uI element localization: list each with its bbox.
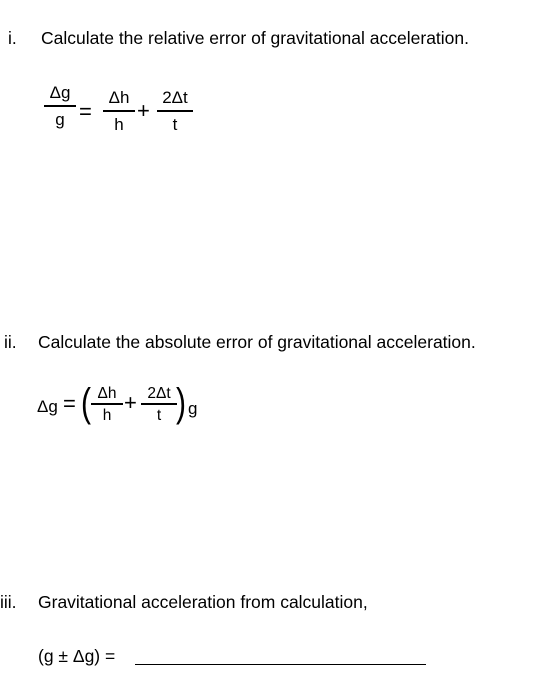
fraction-2dt-over-t <box>157 88 193 135</box>
question-2-marker: ii. <box>4 332 17 352</box>
fraction-numerator: Δg <box>49 83 71 102</box>
fraction-denominator: t <box>156 406 162 424</box>
plus-sign: + <box>124 390 137 415</box>
fraction-denominator: g <box>55 109 65 129</box>
question-2-text: Calculate the absolute error of gravitational acceleration. <box>38 332 476 352</box>
fraction-dh-over-h <box>103 88 135 135</box>
answer-label: (g ± Δg) = <box>38 646 116 666</box>
fraction-numerator: Δh <box>108 88 130 107</box>
fraction-numerator: 2Δt <box>162 88 188 107</box>
question-1-text: Calculate the relative error of gravitational acceleration. <box>41 28 469 48</box>
close-parenthesis: ) <box>176 381 186 425</box>
fraction-bar <box>44 105 76 107</box>
fraction-dg-over-g <box>44 83 76 130</box>
fraction-2dt-over-t <box>141 385 177 424</box>
fraction-denominator: t <box>172 114 178 134</box>
fraction-numerator: 2Δt <box>147 385 171 402</box>
question-3-marker: iii. <box>0 592 17 612</box>
fraction-dh-over-h <box>91 385 123 424</box>
equation-factor: g <box>188 399 198 418</box>
plus-sign: + <box>137 98 150 123</box>
open-parenthesis: ( <box>81 381 91 425</box>
fraction-bar <box>157 110 193 112</box>
fraction-numerator: Δh <box>97 385 117 402</box>
equals-sign: = <box>63 391 76 416</box>
equals-sign: = <box>79 99 92 124</box>
fraction-bar <box>103 110 135 112</box>
fraction-bar <box>141 403 177 405</box>
answer-blank-line[interactable] <box>135 664 426 665</box>
question-1-marker: i. <box>8 28 17 48</box>
equation-lhs: Δg <box>37 397 58 416</box>
fraction-denominator: h <box>102 406 112 424</box>
fraction-bar <box>91 403 123 405</box>
question-3-text: Gravitational acceleration from calculation, <box>38 592 368 612</box>
fraction-denominator: h <box>114 114 124 134</box>
